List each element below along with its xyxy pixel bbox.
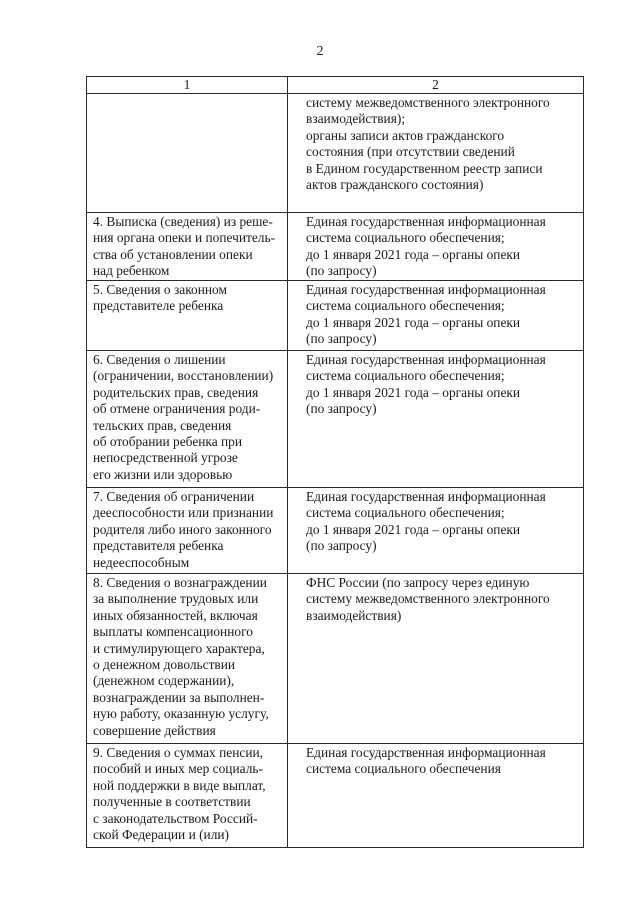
table-row xyxy=(87,744,584,848)
row-source-cell: Единая государственная информационная система социального обеспечения xyxy=(288,744,584,848)
column-header-2: 2 xyxy=(288,77,584,94)
row-document-cell: 8. Сведения о вознаграждении за выполнение трудовых или иных обязанностей, включая выплаты компенсационного и стимулирующего характера, о денежном довольствии (денежном содержании), вознаграждении за выполнен- ную работу, оказанную услугу, совершение действия xyxy=(87,574,288,744)
row-source-cell: Единая государственная информационная система социального обеспечения; до 1 января 2021 года – органы опеки (по запросу) xyxy=(288,213,584,281)
data-sources-table xyxy=(86,76,584,848)
row-document-cell: 7. Сведения об ограничении дееспособности или признании родителя либо иного законного представителя ребенка недееспособным xyxy=(87,488,288,574)
page-number: 2 xyxy=(316,44,324,59)
row-document-cell xyxy=(87,94,288,213)
row-document-cell: 6. Сведения о лишении (ограничении, восстановлении) родительских прав, сведения об отмене ограничения роди- тельских прав, сведения об отобрании ребенка при непосредственной угрозе его жизни или здоровью xyxy=(87,351,288,488)
table-row xyxy=(87,574,584,744)
row-source-cell: ФНС России (по запросу через единую систему межведомственного электронного взаимодействия) xyxy=(288,574,584,744)
row-document-cell: 4. Выписка (сведения) из реше- ния органа опеки и попечитель- ства об установлении опеки над ребенком xyxy=(87,213,288,281)
row-document-cell: 5. Сведения о законном представителе ребенка xyxy=(87,281,288,351)
table-row xyxy=(87,281,584,351)
row-source-cell: систему межведомственного электронного взаимодействия); органы записи актов гражданского состояния (при отсутствии сведений в Едином государственном реестр записи актов гражданского состояния) xyxy=(288,94,584,213)
table-row xyxy=(87,213,584,281)
table-row xyxy=(87,94,584,213)
table-row xyxy=(87,488,584,574)
column-header-1: 1 xyxy=(87,77,288,94)
row-source-cell: Единая государственная информационная система социального обеспечения; до 1 января 2021 года – органы опеки (по запросу) xyxy=(288,351,584,488)
row-source-cell: Единая государственная информационная система социального обеспечения; до 1 января 2021 года – органы опеки (по запросу) xyxy=(288,281,584,351)
table-header-row xyxy=(87,77,584,94)
row-document-cell: 9. Сведения о суммах пенсии, пособий и иных мер социаль- ной поддержки в виде выплат, полученные в соответствии с законодательством Россий- ской Федерации и (или) xyxy=(87,744,288,848)
table-row xyxy=(87,351,584,488)
row-source-cell: Единая государственная информационная система социального обеспечения; до 1 января 2021 года – органы опеки (по запросу) xyxy=(288,488,584,574)
